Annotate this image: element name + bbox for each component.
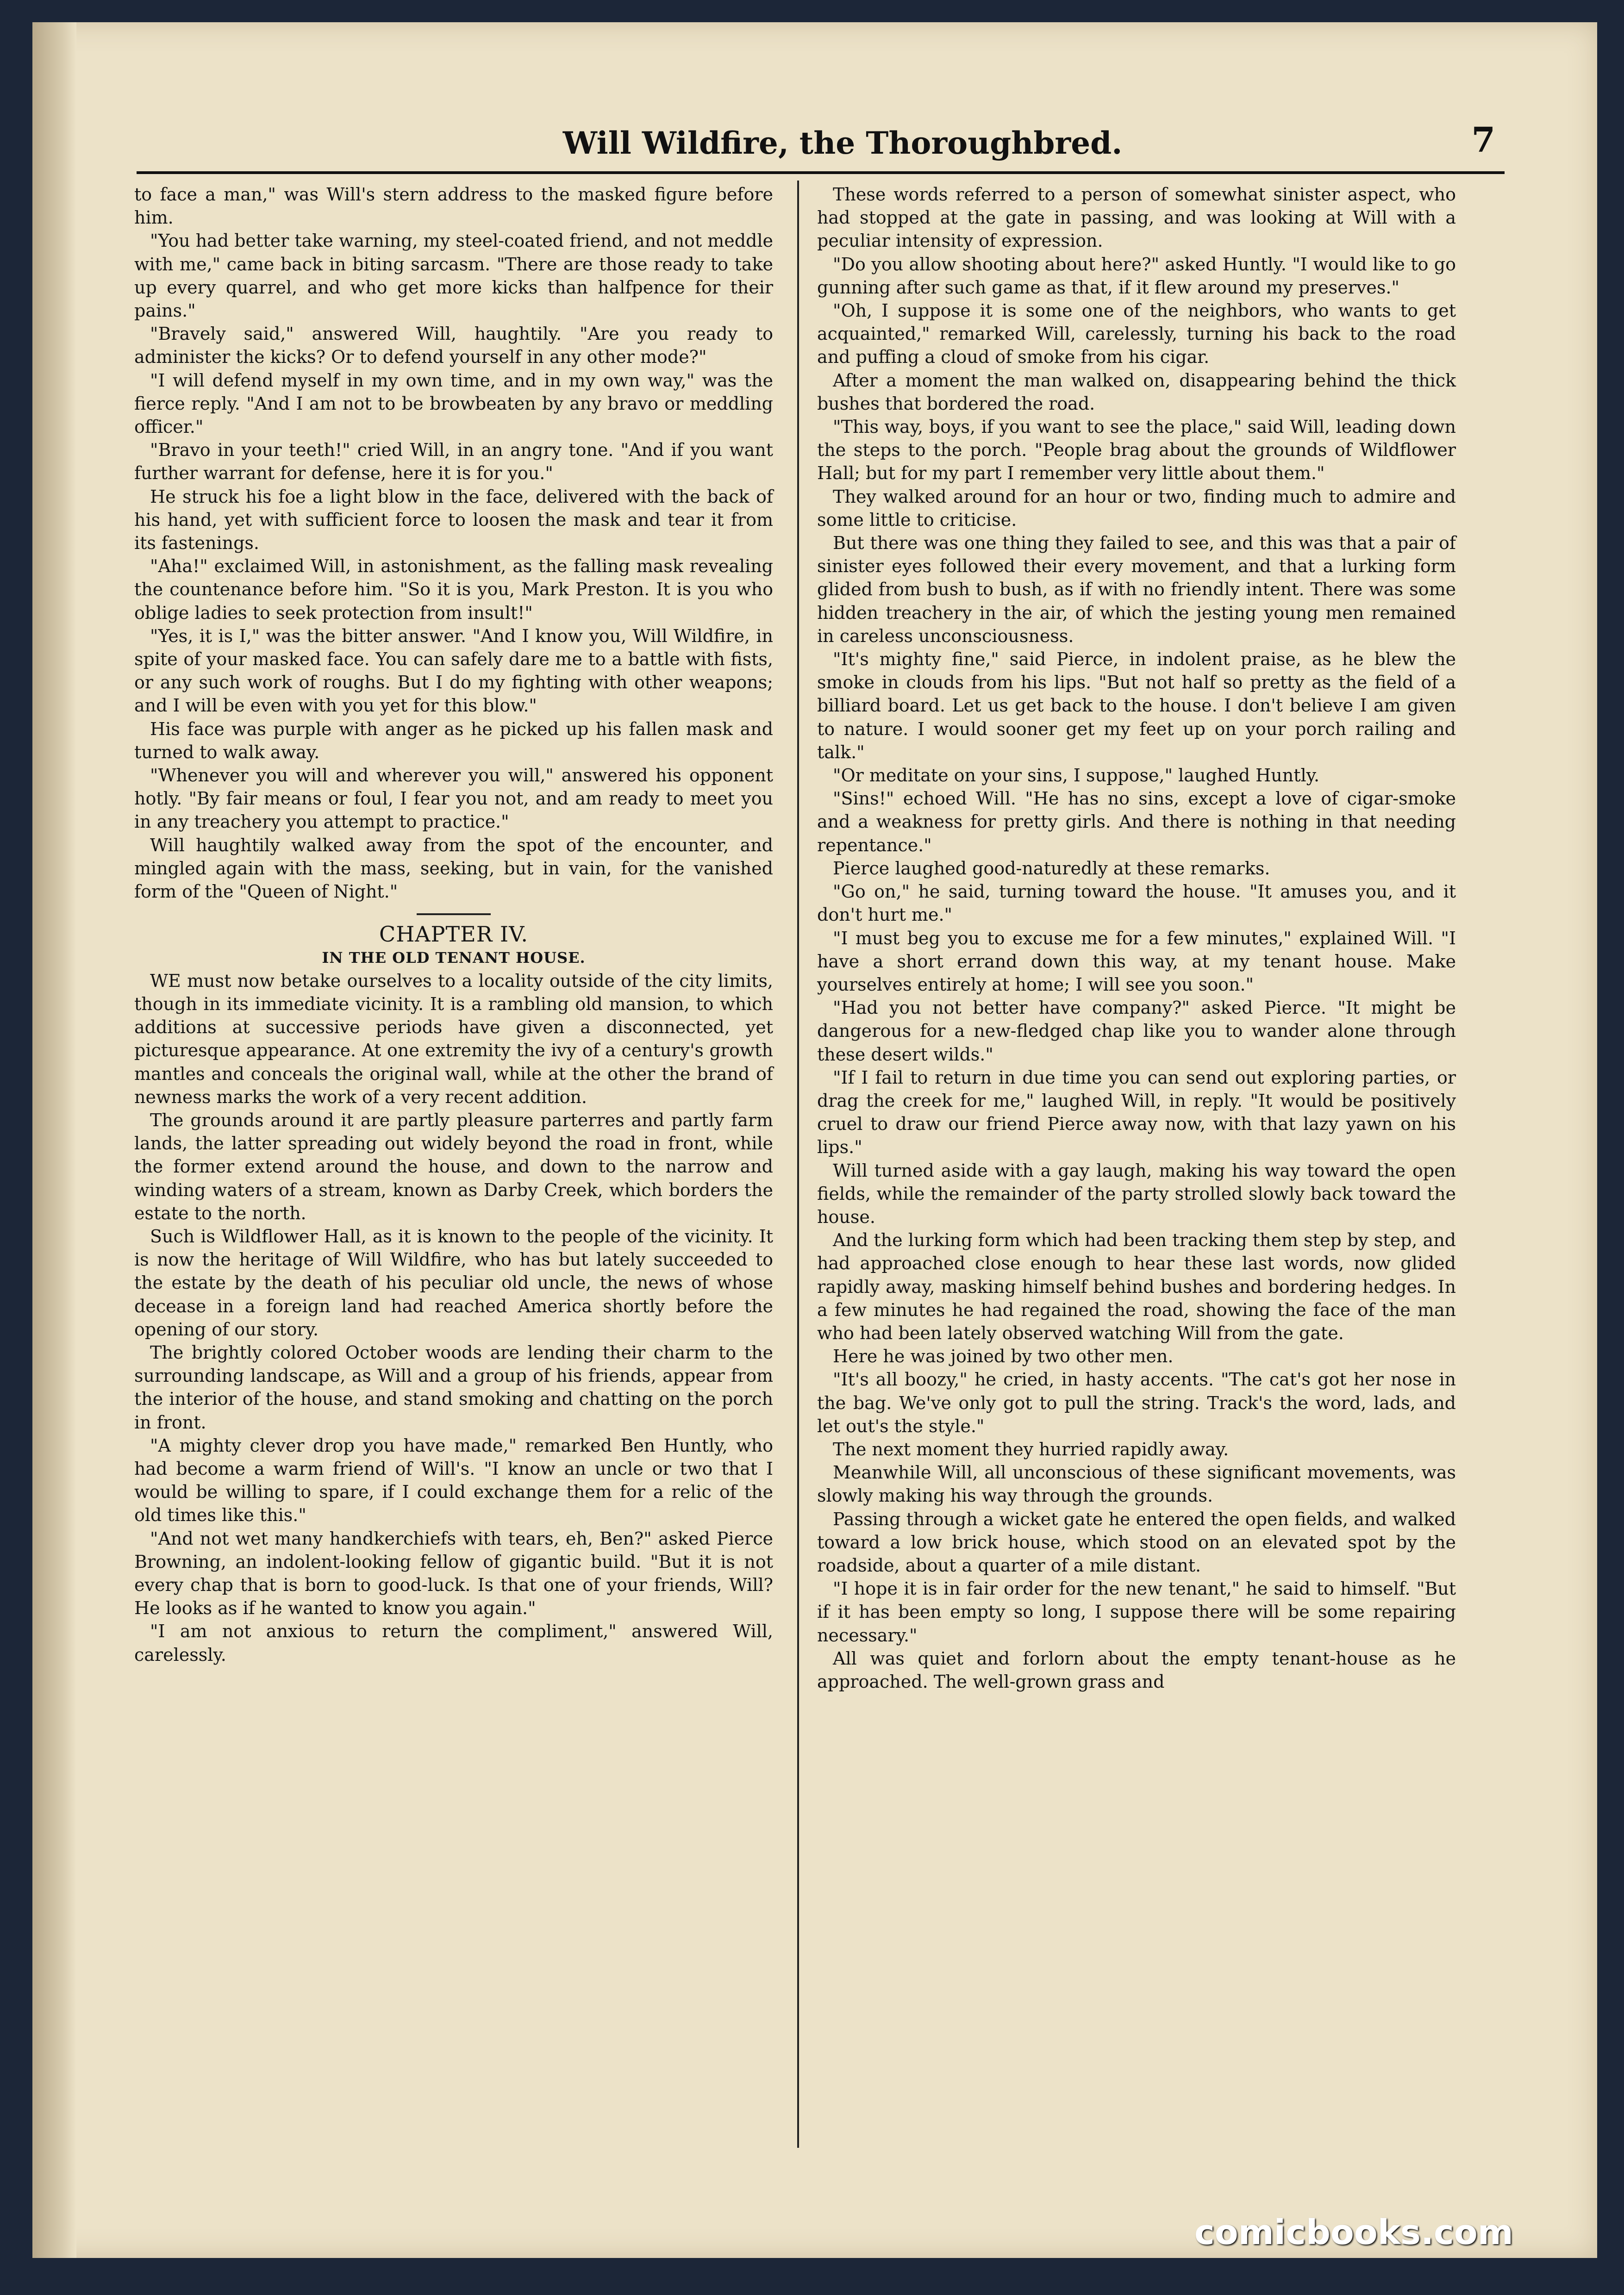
paragraph: "It's mighty fine," said Pierce, in indolent praise, as he blew the smoke in clouds from his lips. "But not half so pretty as the field of a billiard board. Let us get back to the house. I don't believe I am given to nature. I would sooner get my feet up on your porch railing and talk." — [817, 649, 1456, 762]
paragraph: "You had better take warning, my steel-coated friend, and not meddle with me," came back in biting sarcasm. "There are those ready to take up every quarrel, and who get more kicks than halfpence for their pains." — [134, 231, 773, 321]
paragraph: "Whenever you will and wherever you will," answered his opponent hotly. "By fair means or foul, I fear you not, and am ready to meet you in any treachery you attempt to practice." — [134, 765, 773, 832]
paragraph: The grounds around it are partly pleasure parterres and partly farm lands, the latter spreading out widely beyond the road in front, while the former extend around the house, and down to the narrow and winding waters of a stream, known as Darby Creek, which borders the estate to the north. — [134, 1110, 773, 1223]
paragraph: And the lurking form which had been tracking them step by step, and had approached close enough to hear these last words, now glided rapidly away, masking himself behind bushes and bordering hedges. In a few minutes he had regained the road, showing the face of the man who had been lately observed watching Will from the gate. — [817, 1230, 1456, 1343]
paragraph: After a moment the man walked on, disappearing behind the thick bushes that bordered the road. — [817, 370, 1456, 414]
paragraph: All was quiet and forlorn about the empty tenant-house as he approached. The well-grown grass and — [817, 1648, 1456, 1692]
paragraph: "A mighty clever drop you have made," remarked Ben Huntly, who had become a warm friend of Will's. "I know an uncle or two that I would be willing to spare, if I could exchange them for a relic of the old times like this." — [134, 1435, 773, 1526]
paragraph: Meanwhile Will, all unconscious of these significant movements, was slowly making his way through the grounds. — [817, 1462, 1456, 1506]
paragraph: "Go on," he said, turning toward the house. "It amuses you, and it don't hurt me." — [817, 881, 1456, 925]
paragraph: "If I fail to return in due time you can send out exploring parties, or drag the creek for me," laughed Will, in reply. "It would be positively cruel to draw our friend Pierce away now, with that lazy yawn on his lips." — [817, 1067, 1456, 1158]
paragraph: "Oh, I suppose it is some one of the neighbors, who wants to get acquainted," remarked Will, carelessly, turning his back to the road and puffing a cloud of smoke from his cigar. — [817, 300, 1456, 368]
source-watermark: comicbooks.com — [1194, 2213, 1513, 2252]
paragraph: "Yes, it is I," was the bitter answer. "And I know you, Will Wildfire, in spite of your masked face. You can safely dare me to a battle with fists, or any such work of roughs. But I do my fighting with other weapons; and I will be even with you yet for this blow." — [134, 625, 773, 716]
header-rule — [137, 171, 1505, 174]
paragraph: WE must now betake ourselves to a locality outside of the city limits, though in its immediate vicinity. It is a rambling old mansion, to which additions at successive periods have given a disconnected, yet picturesque appearance. At one extremity the ivy of a century's growth mantles and conceals the original wall, while at the other the brand of newness marks the work of a very recent addition. — [134, 970, 773, 1107]
paragraph: "It's all boozy," he cried, in hasty accents. "The cat's got her nose in the bag. We've only got to pull the string. Track's the word, lads, and let out's the style." — [817, 1369, 1456, 1436]
paragraph: Will turned aside with a gay laugh, making his way toward the open fields, while the remainder of the party strolled slowly back toward the house. — [817, 1160, 1456, 1227]
paragraph: to face a man," was Will's stern address to the masked figure before him. — [134, 184, 773, 228]
right-column — [817, 183, 1456, 1693]
column-divider — [797, 181, 799, 2148]
paragraph: His face was purple with anger as he picked up his fallen mask and turned to walk away. — [134, 718, 773, 762]
paragraph: "I must beg you to excuse me for a few minutes," explained Will. "I have a short errand down this way, at my tenant house. Make yourselves entirely at home; I will see you soon." — [817, 928, 1456, 995]
paragraph: "Bravo in your teeth!" cried Will, in an angry tone. "And if you want further warrant for defense, here it is for you." — [134, 440, 773, 484]
paragraph: "This way, boys, if you want to see the place," said Will, leading down the steps to the porch. "People brag about the grounds of Wildflower Hall; but for my part I remember very little about them." — [817, 417, 1456, 484]
paragraph: Such is Wildflower Hall, as it is known to the people of the vicinity. It is now the heritage of Will Wildfire, who has but lately succeeded to the estate by the death of his peculiar old uncle, the news of whose decease in a foreign land had reached America shortly before the opening of our story. — [134, 1226, 773, 1340]
paragraph: "I will defend myself in my own time, and in my own way," was the fierce reply. "And I am not to be browbeaten by any bravo or meddling officer." — [134, 370, 773, 437]
page-number: 7 — [1471, 120, 1495, 160]
paragraph: He struck his foe a light blow in the face, delivered with the back of his hand, yet with sufficient force to loosen the mask and tear it from its fastenings. — [134, 486, 773, 554]
paragraph: Pierce laughed good-naturedly at these remarks. — [833, 858, 1270, 879]
paragraph: "I hope it is in fair order for the new tenant," he said to himself. "But if it has been empty so long, I suppose there will be some repairing necessary." — [817, 1578, 1456, 1646]
paragraph: "And not wet many handkerchiefs with tears, eh, Ben?" asked Pierce Browning, an indolent-looking fellow of gigantic build. "But it is not every chap that is born to good-luck. Is that one of your friends, Will? He looks as if he wanted to know you again." — [134, 1528, 773, 1619]
chapter-separator — [417, 913, 491, 915]
paragraph: "Aha!" exclaimed Will, in astonishment, as the falling mask revealing the countenance before him. "So it is you, Mark Preston. It is you who oblige ladies to seek protection from insult!" — [134, 556, 773, 623]
paragraph: They walked around for an hour or two, finding much to admire and some little to criticise. — [817, 486, 1456, 530]
paragraph: Passing through a wicket gate he entered the open fields, and walked toward a low brick house, which stood on an elevated spot by the roadside, about a quarter of a mile distant. — [817, 1509, 1456, 1576]
left-column — [134, 183, 773, 1666]
page-gutter — [32, 22, 76, 2258]
chapter-title: CHAPTER IV. — [379, 922, 528, 947]
chapter-subtitle: IN THE OLD TENANT HOUSE. — [322, 948, 586, 967]
paragraph: The brightly colored October woods are lending their charm to the surrounding landscape, as Will and a group of his friends, appear from the interior of the house, and stand smoking and chatting on the porch in front. — [134, 1342, 773, 1433]
paragraph: These words referred to a person of somewhat sinister aspect, who had stopped at the gate in passing, and was looking at Will with a peculiar intensity of expression. — [817, 184, 1456, 251]
running-title: Will Wildfire, the Thoroughbred. — [562, 125, 1123, 161]
paragraph: "Had you not better have company?" asked Pierce. "It might be dangerous for a new-fledged chap like you to wander alone through these desert wilds." — [817, 998, 1456, 1065]
chapter-heading — [134, 913, 773, 969]
paragraph: "Sins!" echoed Will. "He has no sins, except a love of cigar-smoke and a weakness for pretty girls. And there is nothing in that needing repentance." — [817, 788, 1456, 855]
paragraph: The next moment they hurried rapidly away. — [833, 1439, 1229, 1459]
paragraph: Will haughtily walked away from the spot of the encounter, and mingled again with the mass, seeking, but in vain, for the vanished form of the "Queen of Night." — [134, 835, 773, 902]
paragraph: Here he was joined by two other men. — [833, 1346, 1174, 1367]
paragraph: But there was one thing they failed to see, and this was that a pair of sinister eyes followed their every movement, and that a lurking form glided from bush to bush, as if with no friendly intent. There was some hidden treachery in the air, of which the jesting young men remained in careless unconsciousness. — [817, 533, 1456, 646]
paragraph: "Do you allow shooting about here?" asked Huntly. "I would like to go gunning after such game as that, if it flew around my preserves." — [817, 254, 1456, 298]
paragraph: "Or meditate on your sins, I suppose," laughed Huntly. — [833, 765, 1320, 786]
paragraph: "Bravely said," answered Will, haughtily. "Are you ready to administer the kicks? Or to defend yourself in any other mode?" — [134, 324, 773, 368]
paragraph: "I am not anxious to return the compliment," answered Will, carelessly. — [134, 1621, 773, 1665]
page-header — [139, 111, 1505, 171]
